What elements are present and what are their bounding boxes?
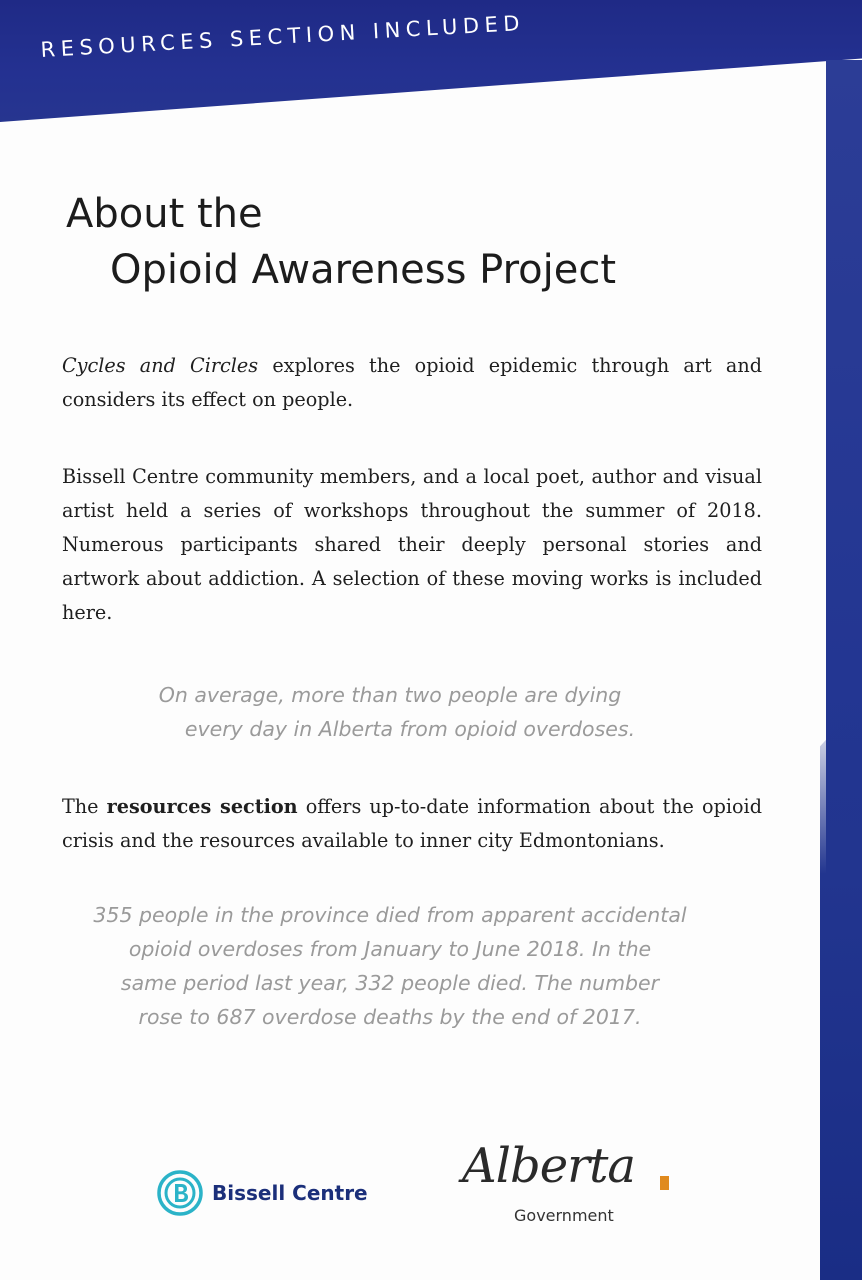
bissell-centre-logo xyxy=(156,1165,368,1221)
quote2-line1: 355 people in the province died from apparent accidental xyxy=(93,903,687,927)
resources-prefix: The xyxy=(62,795,107,818)
quote1-line1: On average, more than two people are dying xyxy=(158,683,622,707)
pull-quote-statistics xyxy=(70,898,710,1034)
cover-edge-shadow xyxy=(820,700,862,1280)
alberta-government-label: Government xyxy=(514,1206,614,1225)
intro-paragraph xyxy=(62,349,762,417)
resources-banner: RESOURCES SECTION INCLUDED xyxy=(40,10,526,62)
resources-paragraph xyxy=(62,790,762,858)
resources-bold: resources section xyxy=(106,795,298,818)
quote2-line2: opioid overdoses from January to June 2018. In the xyxy=(128,937,652,961)
quote2-line3: same period last year, 332 people died. The number xyxy=(120,971,660,995)
alberta-government-logo xyxy=(462,1138,682,1234)
alberta-wordmark: Alberta xyxy=(462,1138,635,1194)
quote1-line2: every day in Alberta from opioid overdoses. xyxy=(184,717,636,741)
quote2-line4: rose to 687 overdose deaths by the end of 2017. xyxy=(138,1005,642,1029)
intro-text: explores the opioid epidemic through art and considers its effect on people. xyxy=(62,354,762,411)
book-title: Cycles and Circles xyxy=(62,354,259,377)
title-line-1: About the xyxy=(66,191,263,237)
bissell-b-icon xyxy=(156,1169,204,1217)
workshop-paragraph: Bissell Centre community members, and a local poet, author and visual artist held a series of workshops throughout the summer of 2018. Numerous participants shared their deeply personal stories and artwork about addiction. A selection of these moving works is included here. xyxy=(62,465,762,624)
page-title xyxy=(66,186,786,298)
bissell-centre-name: Bissell Centre xyxy=(212,1181,368,1205)
title-line-2: Opioid Awareness Project xyxy=(110,247,617,293)
resources-suffix: offers up-to-date information about the opioid crisis and the resources available to inner city Edmontonians. xyxy=(62,795,762,852)
alberta-flag-icon xyxy=(660,1176,669,1190)
pull-quote-daily-deaths xyxy=(100,678,680,746)
